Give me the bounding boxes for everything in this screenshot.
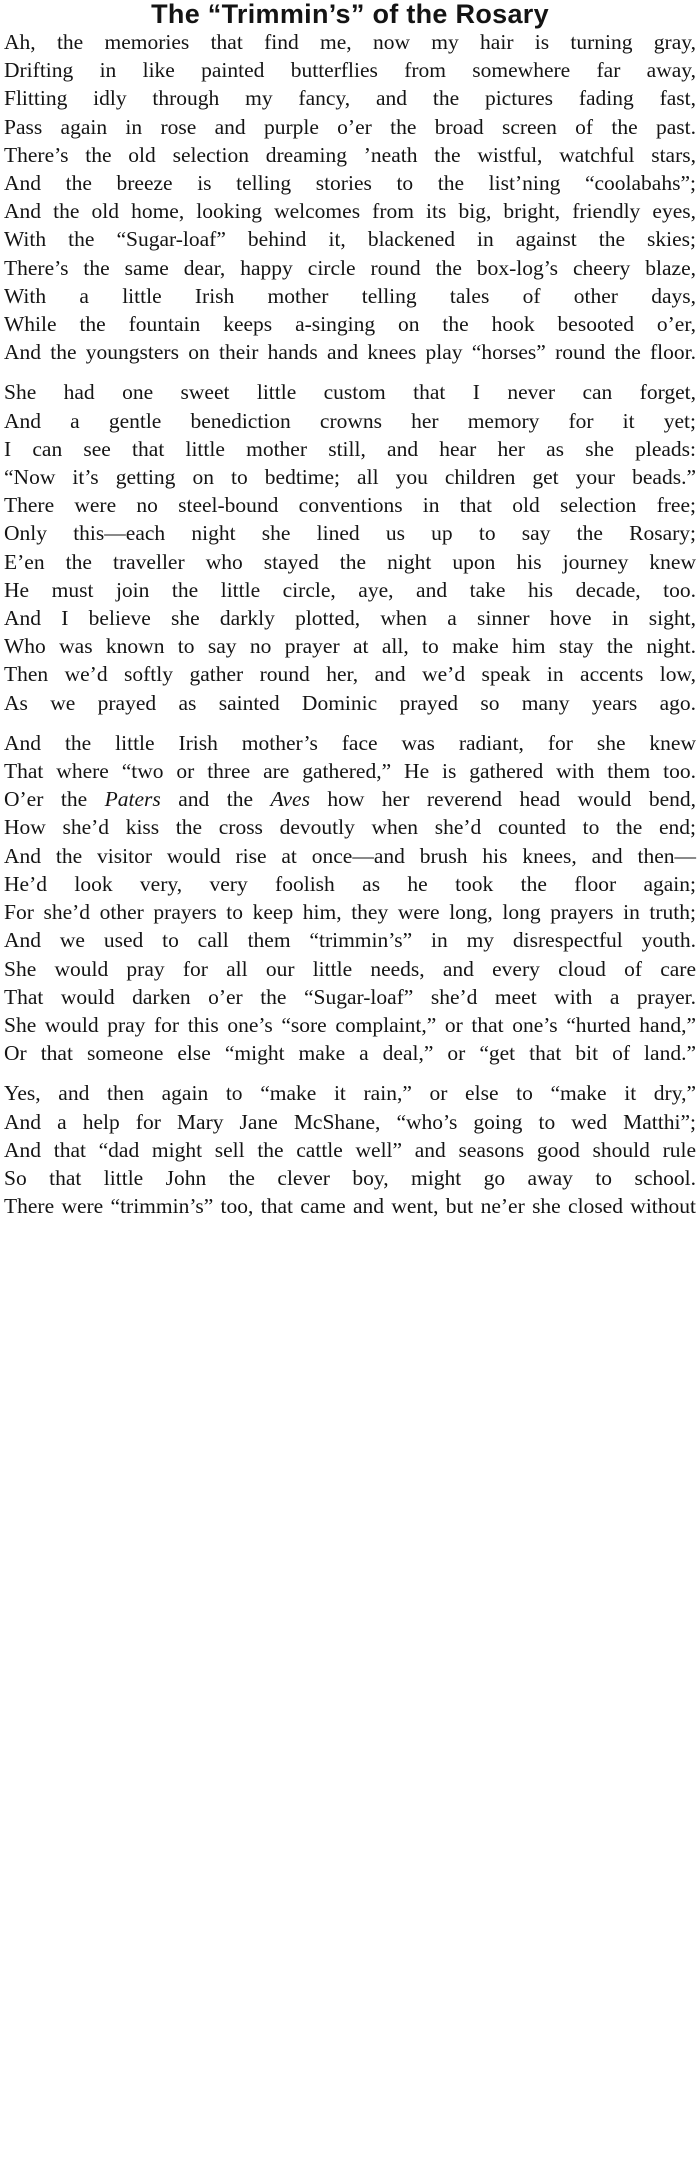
poem-line: Only this—each night she lined us up to say the Rosary; bbox=[4, 521, 696, 546]
poem-line: Ah, the memories that find me, now my hair is turning gray, bbox=[4, 30, 696, 54]
poem-line: How she’d kiss the cross devoutly when she’d counted to the end; bbox=[4, 815, 696, 840]
poem-line: Then we’d softly gather round her, and we’d speak in accents low, bbox=[4, 662, 696, 687]
poem-line: I can see that little mother still, and hear her as she pleads: bbox=[4, 436, 696, 461]
poem-line: And the youngsters on their hands and knees play “horses” round the floor. bbox=[4, 340, 696, 365]
poem-line: She would pray for this one’s “sore complaint,” or that one’s “hurted hand,” bbox=[4, 1012, 696, 1037]
poem-line: He’d look very, very foolish as he took the floor again; bbox=[4, 871, 696, 896]
poem-line: While the fountain keeps a-singing on the hook besooted o’er, bbox=[4, 312, 696, 337]
poem-line: Yes, and then again to “make it rain,” or else to “make it dry,” bbox=[4, 1081, 696, 1106]
poem-line: There were no steel-bound conventions in that old selection free; bbox=[4, 493, 696, 518]
poem-line: With a little Irish mother telling tales of other days, bbox=[4, 283, 696, 308]
poem-line: And that “dad might sell the cattle well” and seasons good should rule bbox=[4, 1137, 696, 1162]
poem-line: And the breeze is telling stories to the list’ning “coolabahs”; bbox=[4, 171, 696, 196]
poem-line: That would darken o’er the “Sugar-loaf” she’d meet with a prayer. bbox=[4, 984, 696, 1009]
poem-line: For she’d other prayers to keep him, they were long, long prayers in truth; bbox=[4, 900, 696, 925]
poem-line: And the visitor would rise at once—and brush his knees, and then— bbox=[4, 843, 696, 868]
poem-line: E’en the traveller who stayed the night upon his journey knew bbox=[4, 549, 696, 574]
poem-line: “Now it’s getting on to bedtime; all you children get your beads.” bbox=[4, 465, 696, 490]
poem-title: The “Trimmin’s” of the Rosary bbox=[151, 0, 549, 29]
poem-line: Pass again in rose and purple o’er the broad screen of the past. bbox=[4, 114, 696, 139]
poem-line: She would pray for all our little needs, and every cloud of care bbox=[4, 956, 696, 981]
stanza-gap bbox=[4, 1067, 696, 1079]
poem-line: With the “Sugar-loaf” behind it, blackened in against the skies; bbox=[4, 227, 696, 252]
poem-line: And the old home, looking welcomes from its big, bright, friendly eyes, bbox=[4, 199, 696, 224]
poem-line: And a help for Mary Jane McShane, “who’s going to wed Matthi”; bbox=[4, 1109, 696, 1134]
stanza bbox=[4, 378, 696, 716]
poem-line: There’s the old selection dreaming ’neath the wistful, watchful stars, bbox=[4, 142, 696, 167]
stanza bbox=[4, 28, 696, 366]
poem-line: O’er the Paters and the Aves how her reverend head would bend, bbox=[4, 787, 697, 812]
stanza bbox=[4, 729, 696, 1067]
poem-line: Flitting idly through my fancy, and the pictures fading fast, bbox=[4, 86, 696, 111]
poem-line: She had one sweet little custom that I never can forget, bbox=[4, 380, 696, 405]
poem-line: That where “two or three are gathered,” He is gathered with them too. bbox=[4, 759, 696, 784]
poem-line: And the little Irish mother’s face was radiant, for she knew bbox=[4, 730, 696, 755]
poem-line: Who was known to say no prayer at all, to make him stay the night. bbox=[4, 634, 696, 659]
stanza bbox=[4, 1079, 696, 1220]
poem-line: There’s the same dear, happy circle round the box-log’s cheery blaze, bbox=[4, 255, 696, 280]
poem-line: There were “trimmin’s” too, that came and went, but ne’er she closed without bbox=[4, 1194, 696, 1219]
poem-line: As we prayed as sainted Dominic prayed so many years ago. bbox=[4, 690, 696, 715]
poem-body bbox=[0, 28, 700, 1220]
poem-line: And I believe she darkly plotted, when a sinner hove in sight, bbox=[4, 606, 696, 631]
poem-line: Or that someone else “might make a deal,” or “get that bit of land.” bbox=[4, 1041, 696, 1066]
poem-line: So that little John the clever boy, might go away to school. bbox=[4, 1165, 696, 1190]
stanza-gap bbox=[4, 366, 696, 378]
stanza-gap bbox=[4, 717, 696, 729]
poem-line: And a gentle benediction crowns her memory for it yet; bbox=[4, 408, 696, 433]
poem-line: He must join the little circle, aye, and take his decade, too. bbox=[4, 577, 696, 602]
poem-line: Drifting in like painted butterflies from somewhere far away, bbox=[4, 58, 696, 83]
poem-line: And we used to call them “trimmin’s” in my disrespectful youth. bbox=[4, 928, 696, 953]
